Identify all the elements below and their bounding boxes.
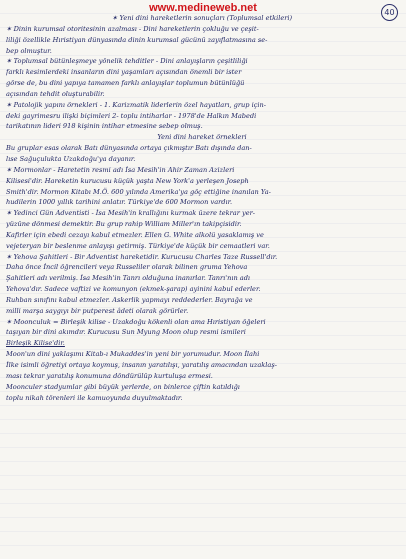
note-line: hudilerin 1000 yıllık tarihini anlatır. Türkiye'de 600 Mormon vardır. [6,198,233,207]
heading-results: ✶ Yeni dini hareketlerin sonuçları (Toplumsal etkileri) [111,14,293,22]
note-line: milli marşa saygıyı bir putperest âdeti olarak görürler. [6,306,189,315]
note-line: görse de, bu dini yapıya tamamen farklı anlayışlar toplumun bütünlüğü [6,79,245,88]
note-line: yüzüne dönmesi demektir. Bu grup rahip William Miller'ın takipçisidir. [6,220,242,229]
note-line: Şahitleri adı verilmiş. İsa Mesih'in Tanrı olduğuna inanırlar. Tanrı'nın adı [6,274,251,283]
handwritten-notes [6,13,398,403]
note-line: Moonculer stadyumlar gibi büyük yerlerde, on binlerce çiftin katıldığı [6,382,240,391]
note-line: tarikatının lideri 918 kişinin intihar etmesine sebep olmuş. [6,122,203,131]
note-line: Yehova'dır. Sadece vaftizi ve komunyon (ekmek-şarap) ayinini kabul ederler. [6,285,261,294]
note-line: Ruhban sınıfını kabul etmezler. Askerlik yapmayı reddederler. Bayrağa ve [6,295,253,304]
note-line: Smith'dir. Mormon Kitabı M.Ö. 600 yılında Amerika'ya göç ettiğine inanılan Ya- [6,187,271,196]
note-line: deki gayrimesru ilişki biçimleri 2- toplu intiharlar - 1978'de Halkın Mabedi [6,111,257,120]
note-line: Kilisesi'dir. Hareketin kurucusu küçük yaşta New York'a yerleşen Joseph [6,176,249,185]
note-line: lıse Sağuçulukta Uzakdoğu'ya dayanır. [6,154,136,163]
note-line: taşıyan bir dini akımdır. Kurucusu Sun Myung Moon olup resmi ismileri [6,328,246,337]
note-line: farklı kesimlerdeki insanların dini yaşamları açısından önemli bir ister [6,68,242,77]
site-watermark: www.medineweb.net [149,2,257,14]
note-line: Birleşik Kilise'dir. [6,339,65,348]
note-line: Daha önce İncil öğrencileri veya Russeliler olarak bilinen gruma Yehova [6,263,248,272]
page-number: 40 [381,4,398,21]
note-line: toplu nikah törenleri ile kamuoyunda duyulmaktadır. [6,393,183,402]
note-line: vejeteryan bir beslenme anlayışı getirmiş. Türkiye'de küçük bir cemaatleri var. [6,241,270,250]
note-line: İlke isimli öğretiyi ortaya koymuş, insanın yaratılışı, yaratılış amacından uzaklaş- [6,361,277,369]
note-line: liliği özellikle Hıristiyan dünyasında dinin kurumsal gücünü zayıflatmasına se- [6,35,268,44]
heading-examples: Yeni dini hareket örnekleri [157,133,247,142]
note-line: açısından tehdit oluşturabilir. [6,89,105,98]
note-line: ✶ Toplumsal bütünleşmeye yönelik tehditler - Dini anlayışların çeşitliliği [6,57,248,66]
note-line: ✶ Dinin kurumsal otoritesinin azalması - Dini hareketlerin çokluğu ve çeşit- [6,24,259,33]
note-line: ✶ Mormonlar - Haretetin resmi adı İsa Mesih'in Ahir Zaman Azizleri [6,165,235,174]
note-line: ✶ Moonculuk = Birleşik kilise - Uzakdoğu kökenli olan ama Hıristiyan öğeleri [6,317,266,326]
note-line: Bu gruplar esas olarak Batı dünyasında ortaya çıkmıştır Batı dışında dan- [6,144,252,153]
note-line: Moon'un dini yaklaşımı Kitab-ı Mukaddes'in yeni bir yorumudur. Moon İlahi [6,350,260,359]
note-line: ması tekrar yaratılış konumuna döndürülüp kurtuluşa ermesi. [6,371,213,380]
note-line: ✶ Yedinci Gün Adventisti - İsa Mesih'in krallığını kurmak üzere tekrar yer- [6,209,255,218]
note-line: ✶ Patolojik yapını örnekleri - 1. Karizmatik liderlerin özel hayatları, grup için- [6,100,266,109]
note-line: bep olmuştur. [6,46,52,55]
note-line: Kafirler için ebedi cezayı kabul etmezler. Ellen G. White alkolü yasaklamış ve [6,230,264,239]
note-line: ✶ Yehova Şahitleri - Bir Adventist hareketidir. Kurucusu Charles Taze Russell'dır. [6,252,278,261]
